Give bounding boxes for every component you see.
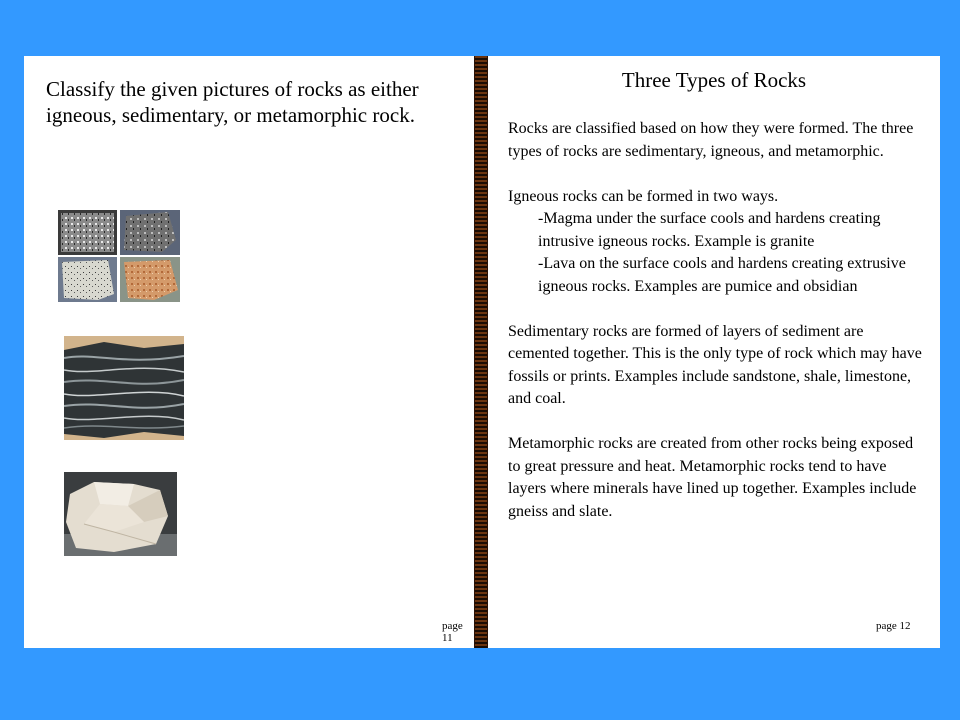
page-title: Three Types of Rocks (621, 68, 807, 92)
igneous-heading: Igneous rocks can be formed in two ways. (508, 187, 779, 205)
limestone-sample-photo (64, 472, 177, 556)
page-number-left: page 11 (442, 620, 463, 644)
igneous-point-intrusive: -Magma under the surface cools and hardens creating intrusive igneous rocks. Example is granite (538, 210, 881, 250)
metamorphic-paragraph: Metamorphic rocks are created from other rocks being exposed to great pressure and heat. Metamorphic rocks tend to have layers where minerals have lined up together. Examples include gneiss and slate. (508, 435, 917, 520)
sedimentary-paragraph: Sedimentary rocks are formed of layers of sediment are cemented together. This is the only type of rock which may have fossils or prints. Examples include sandstone, shale, limestone, and coal. (508, 322, 922, 407)
page-number-right: page 12 (876, 620, 911, 632)
body-text (508, 118, 928, 546)
granite-samples-photo (58, 210, 180, 302)
left-page (24, 56, 474, 648)
book-spine (474, 56, 488, 648)
igneous-point-extrusive: -Lava on the surface cools and hardens creating extrusive igneous rocks. Examples are pumice and obsidian (538, 255, 906, 295)
intro-paragraph: Rocks are classified based on how they were formed. The three types of rocks are sedimentary, igneous, and metamorphic. (508, 120, 914, 160)
gneiss-sample-photo (64, 336, 184, 440)
right-page (488, 56, 940, 648)
instruction-text: Classify the given pictures of rocks as either igneous, sedimentary, or metamorphic rock. (46, 77, 419, 127)
